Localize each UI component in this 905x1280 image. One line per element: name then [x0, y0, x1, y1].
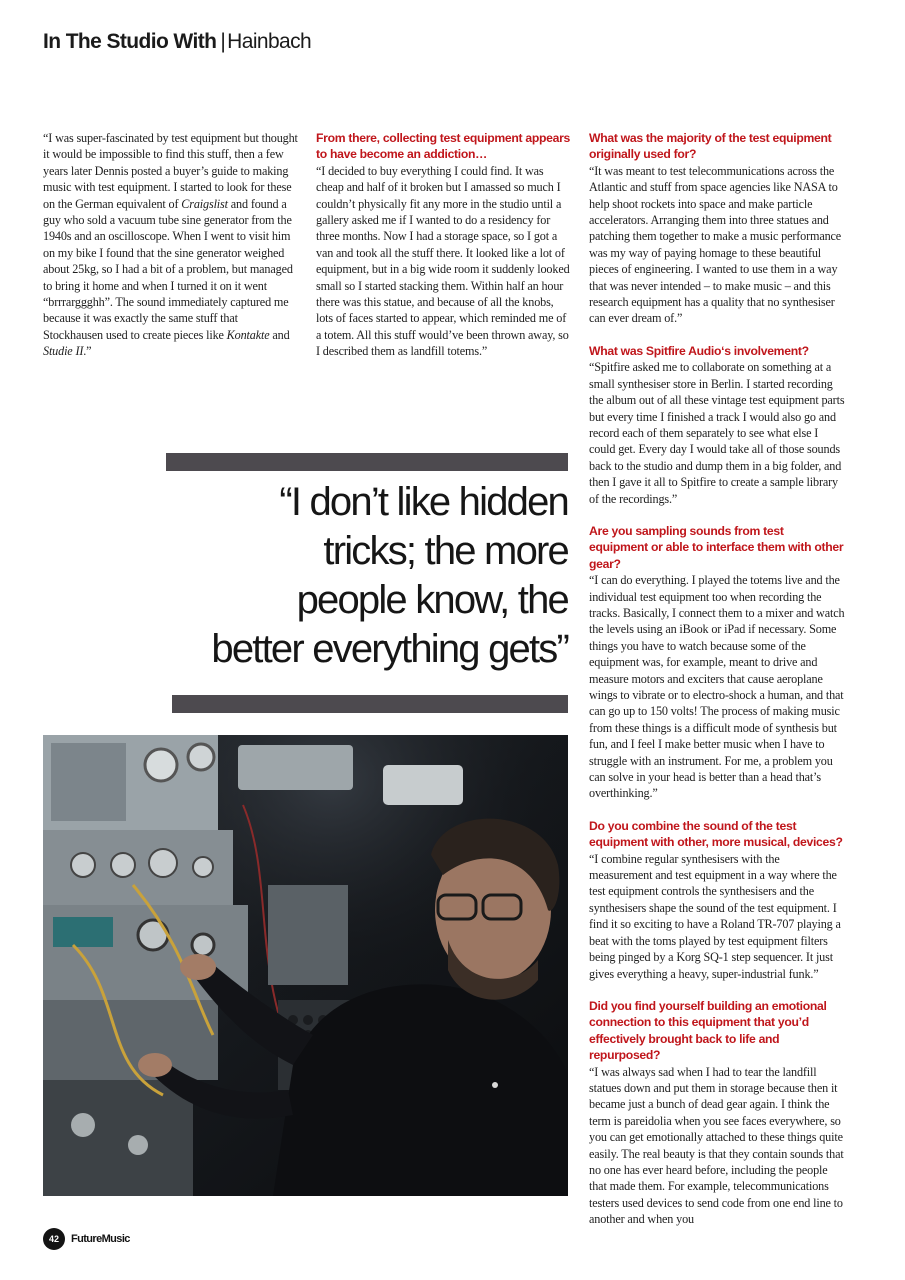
answer-paragraph: “Spitfire asked me to collaborate on something at a small synthesiser store in Berlin. I started recording the album out of all these vintage test equipment parts but every time I finished a track I would also go and record each of them separately to see what else I could get. Every day I would take all of those sounds back to the studio and dump them in a big folder, and then I gave it all to Spitfire to create a sample library of the recordings.” — [589, 360, 845, 506]
series-title: In The Studio With — [43, 30, 217, 53]
pull-quote-line: people know, the — [296, 578, 568, 622]
question-heading: What was the majority of the test equipment originally used for? — [589, 131, 832, 162]
artist-name: Hainbach — [227, 30, 312, 53]
header-separator: | — [220, 30, 226, 53]
pullquote-bar-bottom — [172, 695, 568, 713]
question-heading: What was Spitfire Audio‘s involvement? — [589, 343, 809, 358]
question-heading: Are you sampling sounds from test equipment or able to interface them with other gear? — [589, 523, 844, 571]
answer-paragraph: “I can do everything. I played the totems live and the individual test equipment too when recording the tracks. Basically, I connect them to a mixer and watch the levels using an iBook or iPad if necessary. Some things you have to watch because some of the equipment was, for example, meant to drive and measure motors and exciters that cause aeroplane wings to vibrate or to electro-shock a human, and that can go up to 150 volts! The process of making music from these things is a difficult mode of synthesis but fun, and I feel I make better music when I have to struggle with an instrument. For me, a problem you can solve in your head is better than a head that’s overthinking.” — [589, 573, 845, 801]
column-3 — [589, 130, 845, 1228]
answer-paragraph: “It was meant to test telecommunications across the Atlantic and stuff from space agencies like NASA to help shoot rockets into space and make particle accelerators. Arranging them into three statues and patching them together to make a music performance was my way of paying homage to these beautiful pieces of engineering. I wanted to use them in a way that was never intended – to make music – and this research equipment has a quality that no synthesiser can ever dream of.” — [589, 163, 842, 326]
pullquote-bar-top — [166, 453, 568, 471]
pull-quote — [148, 478, 568, 674]
studio-photo — [43, 735, 568, 1196]
running-header — [43, 30, 311, 54]
page-number: 42 — [43, 1228, 65, 1250]
page-footer — [43, 1228, 130, 1250]
pull-quote-line: tricks; the more — [323, 529, 568, 573]
answer-paragraph: “I combine regular synthesisers with the measurement and test equipment in a way where the test equipment controls the synthesisers and the synthesisers shape the sound of the test equipment. I find it so exciting to have a Roland TR-707 playing a beat with the toms played by test equipment filters being pinged by a Korg SQ-1 step sequencer. It just gives everything a heavy, super-industrial funk.” — [589, 851, 841, 981]
question-heading: From there, collecting test equipment appears to have become an addiction… — [316, 131, 571, 162]
answer-paragraph: “I decided to buy everything I could find. It was cheap and half of it broken but I amassed so much I couldn’t physically fit any more in the studio until a gallery asked me if I wanted to do a residency for three months. Now I had a storage space, so I got a van and took all the stuff there. It looked like a lot of equipment, but in a big wide room it suddenly looked small so I started stacking them. Within half an hour there was this statue, and because of all the knobs, lots of faces started to appear, which reminded me of a totem. All this stuff would’ve been thrown away, so I described them as landfill totems.” — [316, 163, 570, 359]
magazine-logo: FutureMusic — [71, 1233, 130, 1245]
column-2 — [316, 130, 572, 360]
column-1 — [43, 130, 299, 360]
pull-quote-line: better everything gets” — [211, 627, 568, 671]
paragraph: “I was super-fascinated by test equipment but thought it would be impossible to find this stuff, then a few years later Dennis posted a buyer’s guide to making music with test equipment. I started to look for these on the German equivalent of Craigslist and found a guy who sold a vacuum tube sine generator from the 1940s and an oscilloscope. When I went to visit him on my bike I found that the sine generator weighed about 25kg, so I had a bit of a problem, but managed to bring it home and when I turned it on it went “brrrarggghh”. The sound immediately captured me because it was exactly the same stuff that Stockhausen used to create pieces like Kontakte and Studie II.” — [43, 131, 298, 359]
pull-quote-line: “I don’t like hidden — [279, 480, 568, 524]
question-heading: Do you combine the sound of the test equipment with other, more musical, devices? — [589, 818, 843, 850]
answer-paragraph: “I was always sad when I had to tear the landfill statues down and put them in storage because then it became just a bunch of dead gear again. I think the term is pareidolia when you see faces everywhere, so you can get emotionally attached to these things quite easily. The real beauty is that they contain sounds that no one has ever heard before, including the people that made them. For example, telecommunications testers used devices to send code from one end line to another and when you — [589, 1064, 844, 1227]
question-heading: Did you find yourself building an emotional connection to this equipment that you’d effectively brought back to life and repurposed? — [589, 998, 827, 1063]
